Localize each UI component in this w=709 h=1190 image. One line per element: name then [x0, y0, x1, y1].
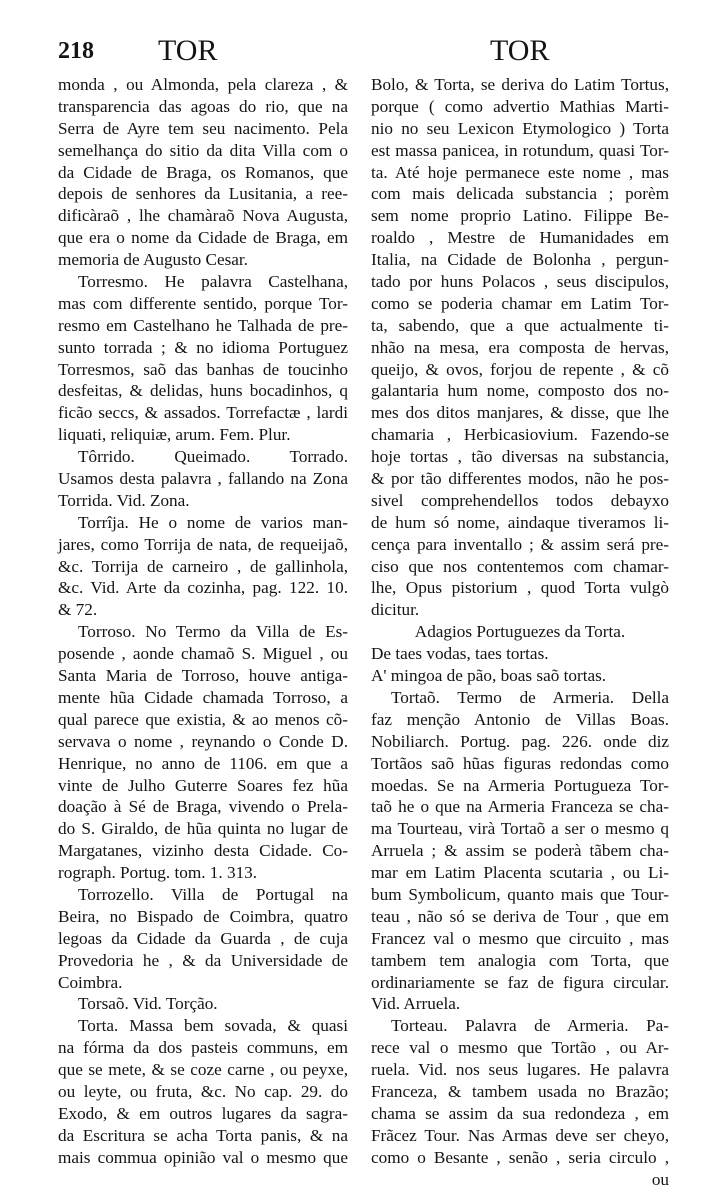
text-line: posende , aonde chamaõ S. Miguel , ou [58, 644, 348, 664]
text-line: Adagios Portuguezes da Torta. [414, 622, 626, 642]
text-line: teau , não só se deriva de Tour , que em [371, 906, 669, 926]
text-line: est massa panicea, in rotundum, quasi Tor- [371, 140, 669, 160]
text-line: moedas. Se na Armeria Portugueza Tor- [371, 775, 669, 795]
text-line: Bolo, & Torta, se deriva do Latim Tortus, [371, 75, 669, 94]
text-line: memoria de Augusto Cesar. [58, 250, 248, 270]
text-line: semelhança do sitio da dita Villa com o [58, 140, 348, 160]
text-line: Vid. Arruela. [371, 994, 461, 1014]
text-line: Margatanes, vizinho desta Cidade. Co- [58, 841, 348, 861]
text-line: faz menção Antonio de Villas Boas. [371, 709, 669, 729]
text-line: como o Besante , senão , seria circulo , [371, 1147, 669, 1167]
text-line: sunto torrada ; & no idioma Portuguez [58, 337, 348, 357]
text-line: Arruela ; & assim se poderà tãbem cha- [371, 841, 669, 861]
text-line: Frãcez Tour. Nas Armas deve ser cheyo, [371, 1125, 669, 1145]
text-line: mes dos ditos manjares, & disse, que lhe [371, 403, 669, 423]
text-line: Exodo, & em outros lugares da sagra- [58, 1103, 348, 1123]
text-line: ordinariamente se faz de figura circular. [371, 972, 669, 992]
text-line: chama se assim da sua redondeza , em [371, 1103, 669, 1123]
text-line: Provedoria he , & da Universidade de [58, 950, 348, 970]
page-number: 218 [58, 38, 94, 64]
text-line: Torresmo. He palavra Castelhana, [78, 272, 348, 292]
text-line: De taes vodas, taes tortas. [371, 644, 549, 664]
text-line: ruela. Vid. nos seus lugares. He palavra [371, 1060, 669, 1080]
text-line: Henrique, no anno de 1106. em que a [58, 753, 348, 773]
text-line: queijo, & ovos, forjou de repente , & cõ [371, 359, 669, 379]
text-line: ciso que nos contentemos com chamar- [371, 556, 669, 576]
text-line: ta, sabendo, que a que actualmente ti- [371, 315, 669, 335]
text-line: tambem tem analogia com Torta, que [371, 950, 669, 970]
text-line: mais commua opinião val o mesmo que [58, 1147, 348, 1167]
text-line: ma Tourteau, virà Tortaõ a ser o mesmo q [371, 819, 669, 839]
text-line: Serra de Ayre tem seu nacimento. Pela [58, 118, 348, 138]
text-line: &c. Vid. Arte da cozinha, pag. 122. 10. [58, 578, 348, 598]
text-line: qual parece que existia, & ao menos cõ- [58, 709, 348, 729]
text-line: Tôrrido. Queimado. Torrado. [78, 447, 348, 467]
text-line: sivel comprehendellos todos debayxo [371, 490, 669, 510]
text-line: Tortãos saõ hũas figuras redondas como [371, 753, 669, 773]
text-line: Torteau. Palavra de Armeria. Pa- [391, 1016, 669, 1036]
text-line: jares, como Torrija de nata, de requeijaõ, [58, 534, 348, 554]
text-line: dificàraõ , lhe chamàraõ Nova Augusta, [58, 206, 348, 226]
text-line: Coimbra. [58, 972, 123, 992]
text-line: galantaria hum nome, composto dos no- [371, 381, 669, 401]
text-line: dicitur. [371, 600, 420, 620]
text-line: mar em Latim Placenta scutaria , ou Li- [371, 863, 669, 883]
text-line: ta. Até hoje permanece este nome , mas [371, 162, 669, 182]
running-head-right: TOR [490, 34, 550, 67]
text-line: ou leyte, ou fruta, &c. No cap. 29. do [58, 1081, 348, 1101]
text-line: Usamos desta palavra , fallando na Zona [58, 469, 348, 489]
text-line: vinte de Julho Guterre Soares fez hũa [58, 775, 348, 795]
left-column [58, 74, 348, 1169]
text-line: &c. Torrija de carneiro , de gallinhola, [58, 556, 348, 576]
text-line: nhão na mesa, era composta de hervas, [371, 337, 669, 357]
text-line: de hum só nome, aindaque tiveramos li- [371, 512, 669, 532]
text-line: doação à Sé de Braga, vivendo o Prela- [58, 797, 348, 817]
text-line: como se poderia chamar em Latim Tor- [371, 293, 669, 313]
text-line: do S. Giraldo, de hũa quinta no lugar de [58, 819, 348, 839]
text-line: Beira, no Bispado de Coimbra, quatro [58, 906, 348, 926]
text-line: lhe, Opus pistorium , quod Torta vulgò [371, 578, 669, 598]
text-line: roaldo , Mestre de Humanidades em [371, 228, 669, 248]
text-line: porque ( como advertio Mathias Marti- [371, 96, 669, 116]
text-line: da Cidade de Braga, os Romanos, que [58, 162, 348, 182]
text-line: servava o nome , reynando o Conde D. [58, 731, 348, 751]
text-line: legoas da Cidade da Guarda , de cuja [58, 928, 348, 948]
text-line: hoje tortas , tão diversas na substancia, [371, 447, 669, 467]
text-line: monda , ou Almonda, pela clareza , & [58, 75, 348, 94]
text-line: mas com differente sentido, porque Tor- [58, 293, 348, 313]
text-line: nio no seu Lexicon Etymologico ) Torta [371, 118, 669, 138]
text-line: ficão seccs, & assados. Torrefactæ , lardi [58, 403, 348, 423]
text-line: resmo em Castelhano he Talhada de pre- [58, 315, 348, 335]
text-line: Torsaõ. Vid. Torção. [78, 994, 218, 1014]
text-line: Italia, na Cidade de Bolonha , pergun- [371, 250, 669, 270]
text-line: Torresmos, saõ das banhas de toucinho [58, 359, 348, 379]
text-line: que se mete, & se coze carne , ou peyxe, [58, 1060, 348, 1080]
text-line: Franceza, & tambem usada no Brazão; [371, 1081, 669, 1101]
text-line: rece val o mesmo que Tortão , ou Ar- [371, 1038, 669, 1058]
text-line: Tortaõ. Termo de Armeria. Della [391, 687, 669, 707]
text-line: Torta. Massa bem sovada, & quasi [78, 1016, 348, 1036]
text-line: Torrîja. He o nome de varios man- [78, 512, 348, 532]
text-line: com mais delicada substancia ; porèm [371, 184, 669, 204]
text-line: da Escritura se acha Torta panis, & na [58, 1125, 348, 1145]
text-line: tado por huns Polacos , seus discipulos, [371, 272, 669, 292]
text-line: ou [651, 1169, 669, 1189]
text-line: A' mingoa de pão, boas saõ tortas. [371, 666, 607, 686]
text-line: depois de senhores da Lusitania, a ree- [58, 184, 348, 204]
text-line: Torrozello. Villa de Portugal na [78, 884, 348, 904]
text-line: Santa Maria de Torroso, houve antiga- [58, 666, 348, 686]
right-column [371, 74, 669, 1190]
text-line: chamaria , Herbicasiovium. Fazendo-se [371, 425, 669, 445]
text-line: taõ he o que na Armeria Franceza se cha- [371, 797, 669, 817]
text-line: Francez val o mesmo que circuito , mas [371, 928, 669, 948]
running-head-left: TOR [158, 34, 218, 67]
text-line: desfeitas, & delidas, huns bocadinhos, q [58, 381, 348, 401]
text-line: Torrida. Vid. Zona. [58, 490, 190, 510]
text-line: Nobiliarch. Portug. pag. 226. onde diz [371, 731, 669, 751]
text-line: que era o nome da Cidade de Braga, em [58, 228, 348, 248]
text-line: na fórma da dos pasteis communs, em [58, 1038, 348, 1058]
text-line: rograph. Portug. tom. 1. 313. [58, 863, 258, 883]
text-line: sem nome proprio Latino. Filippe Be- [371, 206, 669, 226]
text-line: Torroso. No Termo da Villa de Es- [78, 622, 348, 642]
text-line: liquati, reliquiæ, arum. Fem. Plur. [58, 425, 291, 445]
text-line: bum Symbolicum, quanto mais que Tour- [371, 884, 669, 904]
text-line: cença para inventallo ; & assim será pre- [371, 534, 669, 554]
text-line: & por tão differentes modos, não he pos- [371, 469, 669, 489]
text-line: mente hũa Cidade chamada Torroso, a [58, 687, 348, 707]
text-line: transparencia das agoas do rio, que na [58, 96, 348, 116]
text-line: & 72. [58, 600, 98, 620]
